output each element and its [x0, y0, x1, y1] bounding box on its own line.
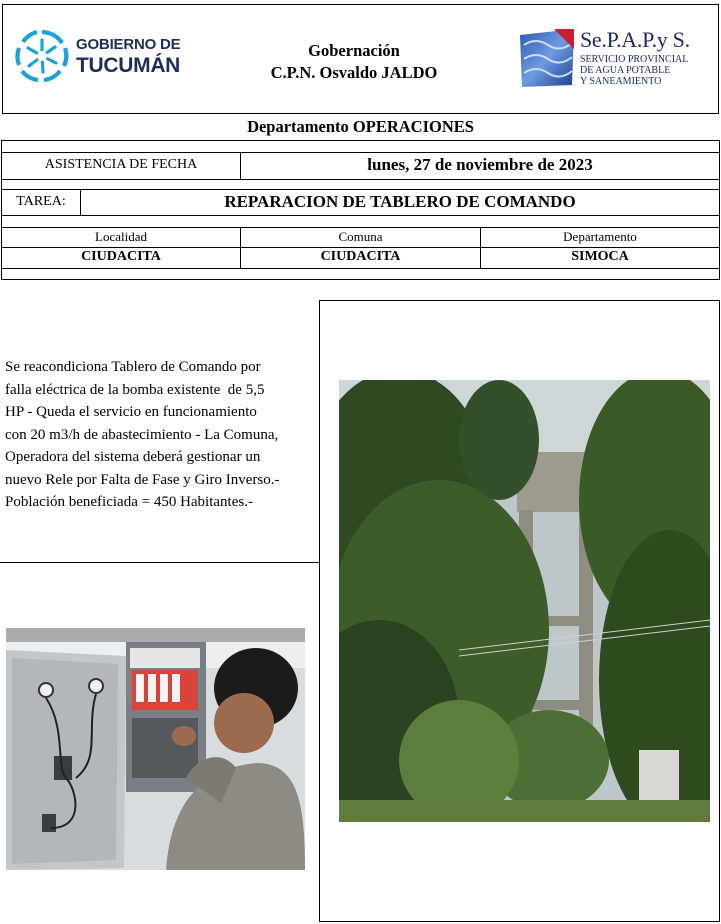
sepapys-logo-icon: [518, 27, 576, 89]
water-tower-photo: [339, 380, 710, 822]
governor-line1: Gobernación: [308, 41, 400, 60]
sepapys-subtitle-line3: Y SANEAMIENTO: [580, 76, 662, 87]
task-value: REPARACION DE TABLERO DE COMANDO: [224, 192, 576, 211]
table-border: [1, 152, 720, 153]
table-border: [1, 189, 720, 190]
description-line: HP - Queda el servicio en funcionamiento: [5, 404, 257, 420]
task-description: [5, 356, 317, 514]
gobierno-logo: [12, 26, 72, 86]
panel-divider: [0, 562, 320, 563]
description-line: Se reacondiciona Tablero de Comando por: [5, 359, 261, 375]
column-header-comuna: Comuna: [338, 229, 383, 244]
gobierno-sun-icon: [12, 26, 72, 86]
table-border: [1, 227, 720, 228]
table-border: [1, 247, 720, 248]
governor-title: [240, 40, 468, 84]
gobierno-logo-line1: GOBIERNO DE: [76, 36, 181, 53]
column-header-localidad: Localidad: [95, 229, 147, 244]
value-comuna: CIUDACITA: [320, 249, 401, 264]
table-border: [1, 179, 720, 180]
table-border: [1, 268, 720, 269]
table-border: [1, 140, 720, 141]
sepapys-subtitle-line1: SERVICIO PROVINCIAL: [580, 54, 689, 65]
department-title: Departamento OPERACIONES: [247, 117, 474, 136]
control-panel-photo: [6, 628, 305, 870]
description-line: Operadora del sistema deberá gestionar un: [5, 449, 261, 465]
table-border: [719, 140, 720, 280]
task-label: TAREA:: [16, 194, 66, 209]
value-departamento: SIMOCA: [571, 249, 629, 264]
date-value: lunes, 27 de noviembre de 2023: [367, 155, 593, 174]
table-border: [1, 279, 720, 280]
sepapys-subtitle: [580, 54, 688, 87]
date-label: ASISTENCIA DE FECHA: [44, 157, 198, 172]
gobierno-logo-line2: TUCUMÁN: [76, 54, 181, 77]
governor-line2: C.P.N. Osvaldo JALDO: [270, 63, 438, 82]
table-border: [1, 215, 720, 216]
description-line: Población beneficiada = 450 Habitantes.-: [5, 494, 253, 510]
description-line: con 20 m3/h de abastecimiento - La Comuna,: [5, 426, 279, 443]
description-line: nuevo Rele por Falta de Fase y Giro Inverso.-: [5, 471, 280, 488]
sepapys-name: Se.P.A.P.y S.: [580, 27, 690, 52]
column-header-departamento: Departamento: [563, 229, 637, 244]
description-line: falla eléctrica de la bomba existente de 5,5: [5, 381, 265, 398]
sepapys-subtitle-line2: DE AGUA POTABLE: [580, 65, 671, 76]
value-localidad: CIUDACITA: [81, 249, 161, 264]
